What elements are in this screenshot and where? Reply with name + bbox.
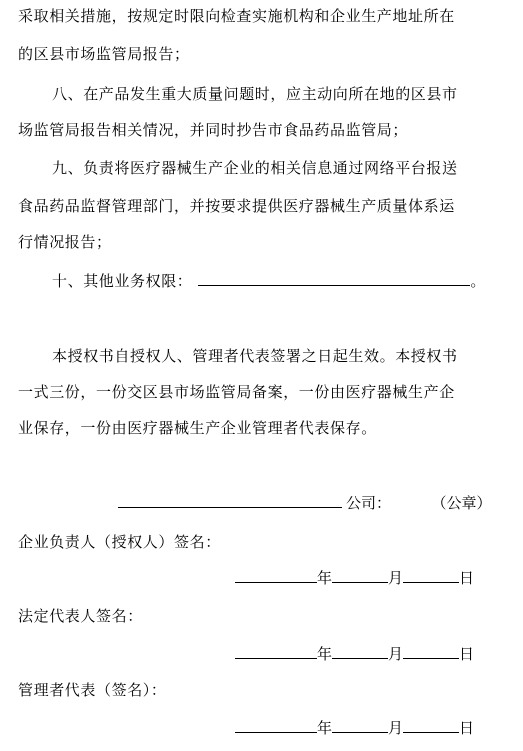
responsible-signature-label: 企业负责人（授权人）签名： <box>18 533 221 551</box>
year-label: 年 <box>317 719 333 737</box>
other-authority-end: 。 <box>470 272 487 290</box>
day-blank[interactable] <box>403 717 459 733</box>
paragraph-line: 食品药品监督管理部门，并按要求提供医疗器械生产质量体系运 <box>18 197 455 215</box>
month-label: 月 <box>388 719 404 737</box>
year-blank[interactable] <box>235 643 317 659</box>
manager-rep-signature-label: 管理者代表（签名）： <box>18 681 167 699</box>
other-authority-label: 十、其他业务权限： <box>52 272 193 290</box>
year-label: 年 <box>317 569 333 587</box>
paragraph-line: 一式三份，一份交区县市场监管局备案，一份由医疗器械生产企 <box>18 383 455 401</box>
date-row <box>235 567 474 588</box>
month-label: 月 <box>388 645 404 663</box>
other-authority-row <box>52 270 486 291</box>
month-blank[interactable] <box>332 567 388 583</box>
year-blank[interactable] <box>235 567 317 583</box>
company-label: 公司： <box>346 494 392 512</box>
paragraph-line: 的区县市场监管局报告； <box>18 45 190 63</box>
paragraph-line: 八、在产品发生重大质量问题时，应主动向所在地的区县市 <box>52 85 458 103</box>
legal-rep-signature-label: 法定代表人签名： <box>18 607 143 625</box>
month-blank[interactable] <box>332 643 388 659</box>
company-row <box>118 492 492 513</box>
month-label: 月 <box>388 569 404 587</box>
paragraph-line: 场监管局报告相关情况，并同时抄告市食品药品监管局； <box>18 121 409 139</box>
paragraph-line: 九、负责将医疗器械生产企业的相关信息通过网络平台报送 <box>52 159 458 177</box>
date-row <box>235 643 474 664</box>
paragraph-line: 本授权书自授权人、管理者代表签署之日起生效。本授权书 <box>52 347 458 365</box>
day-blank[interactable] <box>403 643 459 659</box>
day-label: 日 <box>459 569 475 587</box>
paragraph-line: 行情况报告； <box>18 233 112 251</box>
paragraph-line: 业保存，一份由医疗器械生产企业管理者代表保存。 <box>18 419 377 437</box>
day-label: 日 <box>459 719 475 737</box>
date-row <box>235 717 474 738</box>
month-blank[interactable] <box>332 717 388 733</box>
company-name-blank[interactable] <box>118 492 342 508</box>
year-blank[interactable] <box>235 717 317 733</box>
seal-label: （公章） <box>439 494 492 512</box>
paragraph-line: 采取相关措施，按规定时限向检查实施机构和企业生产地址所在 <box>18 7 455 25</box>
other-authority-blank[interactable] <box>198 270 470 286</box>
day-blank[interactable] <box>403 567 459 583</box>
year-label: 年 <box>317 645 333 663</box>
day-label: 日 <box>459 645 475 663</box>
